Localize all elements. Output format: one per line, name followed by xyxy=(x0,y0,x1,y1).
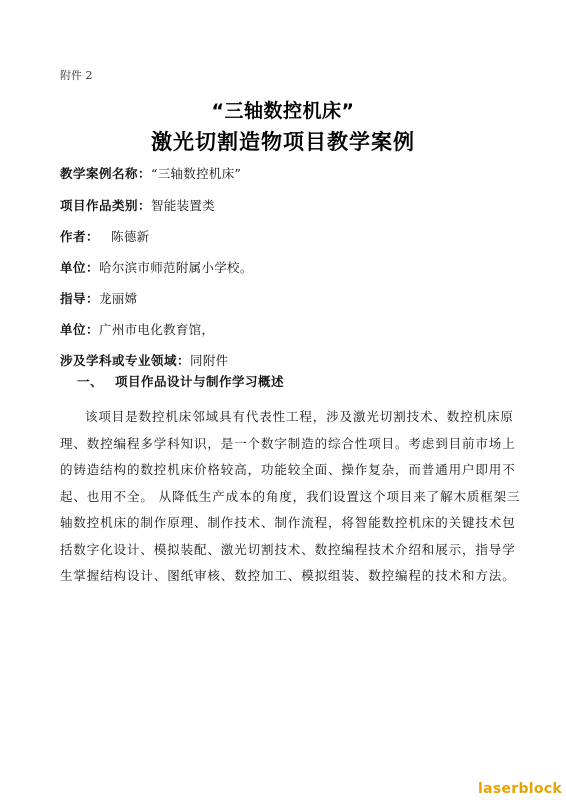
info-row-unit-2 xyxy=(60,322,520,339)
case-name-value: “三轴数控机床” xyxy=(151,166,242,181)
guide-value: 龙丽嫦 xyxy=(99,291,138,306)
paragraph-line: 该项目是数控机床邻域具有代表性工程，涉及激光切割技术、数控机床原 xyxy=(85,409,514,424)
info-row-case-name xyxy=(60,166,520,183)
case-name-label: 教学案例名称： xyxy=(60,166,152,181)
unit-2-value: 广州市电化教育馆， xyxy=(99,322,215,337)
info-row-subject xyxy=(60,353,520,370)
paragraph-line: 理、数控编程多学科知识，是一个数字制造的综合性项目。考虑到目前市场上 xyxy=(60,435,516,451)
document-title-line-2: 激光切割造物项目教学案例 xyxy=(151,130,415,154)
paragraph-line: 生掌握结构设计、图纸审核、数控加工、模拟组装、数控编程的技术和方法。 xyxy=(60,568,516,583)
info-row-unit-1 xyxy=(60,260,520,277)
paragraph-line: 括数字化设计、模拟装配、激光切割技术、数控编程技术介绍和展示，指导学 xyxy=(60,541,516,557)
info-row-author xyxy=(60,229,520,246)
section-1-heading xyxy=(77,374,284,390)
info-row-category xyxy=(60,198,520,215)
section-1-number: 一、 xyxy=(77,374,104,389)
category-value: 智能装置类 xyxy=(151,198,216,213)
subject-value: 同附件 xyxy=(190,353,229,368)
attachment-label: 附件 2 xyxy=(60,69,93,82)
document-title-line-1: “三轴数控机床” xyxy=(211,100,355,122)
subject-label: 涉及学科或专业领域： xyxy=(60,353,191,368)
info-row-guide xyxy=(60,291,520,308)
section-1-title: 项目作品设计与制作学习概述 xyxy=(115,374,285,389)
unit-2-label: 单位： xyxy=(60,322,100,337)
paragraph-line: 起、也用不全。 从降低生产成本的角度，我们设置这个项目来了解木质框架三 xyxy=(60,488,521,504)
author-value: 陈德新 xyxy=(111,229,150,244)
unit-1-value: 哈尔滨市师范附属小学校。 xyxy=(99,260,253,275)
unit-1-label: 单位： xyxy=(60,260,100,275)
author-label: 作者： xyxy=(60,229,100,244)
category-label: 项目作品类别： xyxy=(60,198,152,213)
paragraph-line: 的铸造结构的数控机床价格较高，功能较全面、操作复杂，而普通用户即用不 xyxy=(60,462,516,477)
paragraph-line: 轴数控机床的制作原理、制作技术、制作流程，将智能数控机床的关键技术包 xyxy=(60,515,516,530)
watermark-logo: laserblock xyxy=(477,781,562,797)
guide-label: 指导： xyxy=(60,291,100,306)
section-1-paragraph xyxy=(60,404,521,590)
